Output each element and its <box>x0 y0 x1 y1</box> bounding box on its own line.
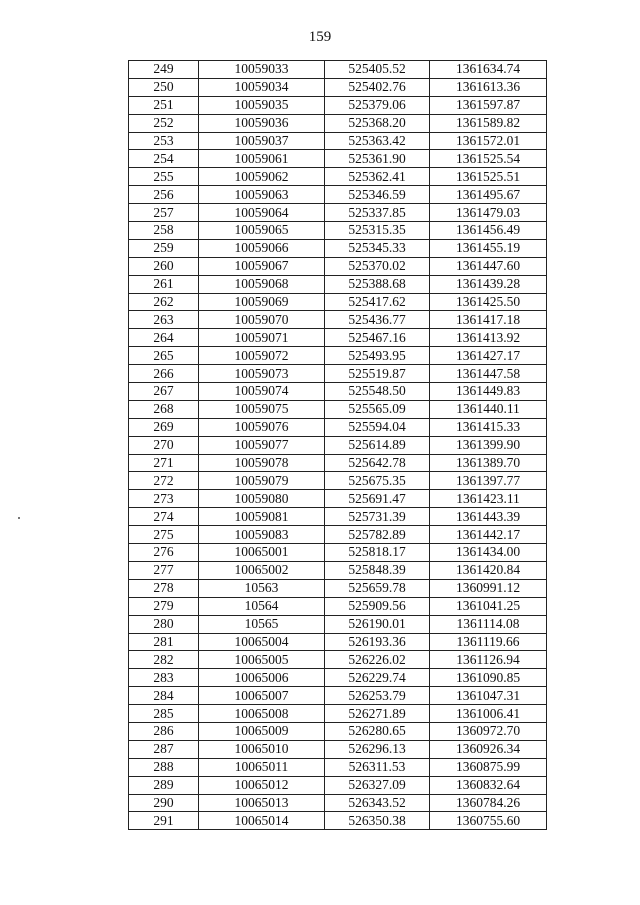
point-id-cell: 10059081 <box>199 508 325 526</box>
table-row <box>129 61 547 79</box>
table-row <box>129 544 547 562</box>
point-id-cell: 10059078 <box>199 454 325 472</box>
table-row <box>129 776 547 794</box>
x-coordinate-cell: 526193.36 <box>325 633 430 651</box>
table-row <box>129 186 547 204</box>
table-row <box>129 383 547 401</box>
y-coordinate-cell: 1361495.67 <box>430 186 547 204</box>
point-id-cell: 10065009 <box>199 722 325 740</box>
point-id-cell: 10059083 <box>199 526 325 544</box>
row-number-cell: 276 <box>129 544 199 562</box>
row-number-cell: 281 <box>129 633 199 651</box>
x-coordinate-cell: 525388.68 <box>325 275 430 293</box>
point-id-cell: 10565 <box>199 615 325 633</box>
y-coordinate-cell: 1361589.82 <box>430 114 547 132</box>
table-row <box>129 275 547 293</box>
x-coordinate-cell: 525379.06 <box>325 96 430 114</box>
row-number-cell: 249 <box>129 61 199 79</box>
margin-speck <box>18 517 20 519</box>
x-coordinate-cell: 526190.01 <box>325 615 430 633</box>
point-id-cell: 10059063 <box>199 186 325 204</box>
x-coordinate-cell: 525436.77 <box>325 311 430 329</box>
table-row <box>129 168 547 186</box>
y-coordinate-cell: 1361439.28 <box>430 275 547 293</box>
x-coordinate-cell: 525731.39 <box>325 508 430 526</box>
row-number-cell: 257 <box>129 204 199 222</box>
row-number-cell: 260 <box>129 257 199 275</box>
table-row <box>129 365 547 383</box>
table-row <box>129 132 547 150</box>
row-number-cell: 261 <box>129 275 199 293</box>
row-number-cell: 256 <box>129 186 199 204</box>
table-row <box>129 597 547 615</box>
point-id-cell: 10065001 <box>199 544 325 562</box>
row-number-cell: 287 <box>129 740 199 758</box>
x-coordinate-cell: 525361.90 <box>325 150 430 168</box>
table-row <box>129 651 547 669</box>
page-number: 159 <box>308 29 332 45</box>
y-coordinate-cell: 1361442.17 <box>430 526 547 544</box>
row-number-cell: 273 <box>129 490 199 508</box>
table-row <box>129 114 547 132</box>
row-number-cell: 264 <box>129 329 199 347</box>
row-number-cell: 277 <box>129 561 199 579</box>
row-number-cell: 289 <box>129 776 199 794</box>
row-number-cell: 265 <box>129 347 199 365</box>
point-id-cell: 10059070 <box>199 311 325 329</box>
point-id-cell: 10065014 <box>199 812 325 830</box>
x-coordinate-cell: 525363.42 <box>325 132 430 150</box>
y-coordinate-cell: 1361423.11 <box>430 490 547 508</box>
table-row <box>129 794 547 812</box>
row-number-cell: 262 <box>129 293 199 311</box>
y-coordinate-cell: 1361455.19 <box>430 239 547 257</box>
x-coordinate-cell: 525782.89 <box>325 526 430 544</box>
point-id-cell: 10564 <box>199 597 325 615</box>
x-coordinate-cell: 525659.78 <box>325 579 430 597</box>
y-coordinate-cell: 1361456.49 <box>430 222 547 240</box>
y-coordinate-cell: 1361417.18 <box>430 311 547 329</box>
table-row <box>129 436 547 454</box>
x-coordinate-cell: 525315.35 <box>325 222 430 240</box>
y-coordinate-cell: 1361572.01 <box>430 132 547 150</box>
x-coordinate-cell: 525346.59 <box>325 186 430 204</box>
y-coordinate-cell: 1360832.64 <box>430 776 547 794</box>
row-number-cell: 251 <box>129 96 199 114</box>
x-coordinate-cell: 525337.85 <box>325 204 430 222</box>
table-row <box>129 329 547 347</box>
row-number-cell: 280 <box>129 615 199 633</box>
x-coordinate-cell: 525565.09 <box>325 400 430 418</box>
y-coordinate-cell: 1361126.94 <box>430 651 547 669</box>
y-coordinate-cell: 1361090.85 <box>430 669 547 687</box>
x-coordinate-cell: 525818.17 <box>325 544 430 562</box>
row-number-cell: 290 <box>129 794 199 812</box>
x-coordinate-cell: 525675.35 <box>325 472 430 490</box>
point-id-cell: 10059067 <box>199 257 325 275</box>
row-number-cell: 254 <box>129 150 199 168</box>
row-number-cell: 283 <box>129 669 199 687</box>
table-row <box>129 615 547 633</box>
x-coordinate-cell: 525614.89 <box>325 436 430 454</box>
x-coordinate-cell: 525370.02 <box>325 257 430 275</box>
y-coordinate-cell: 1361525.51 <box>430 168 547 186</box>
row-number-cell: 274 <box>129 508 199 526</box>
y-coordinate-cell: 1361525.54 <box>430 150 547 168</box>
table-row <box>129 669 547 687</box>
x-coordinate-cell: 525519.87 <box>325 365 430 383</box>
point-id-cell: 10059033 <box>199 61 325 79</box>
row-number-cell: 285 <box>129 705 199 723</box>
point-id-cell: 10059077 <box>199 436 325 454</box>
table-row <box>129 705 547 723</box>
row-number-cell: 291 <box>129 812 199 830</box>
table-row <box>129 400 547 418</box>
point-id-cell: 10065002 <box>199 561 325 579</box>
point-id-cell: 10065012 <box>199 776 325 794</box>
point-id-cell: 10065011 <box>199 758 325 776</box>
y-coordinate-cell: 1361006.41 <box>430 705 547 723</box>
table-row <box>129 78 547 96</box>
x-coordinate-cell: 525368.20 <box>325 114 430 132</box>
x-coordinate-cell: 526350.38 <box>325 812 430 830</box>
table-row <box>129 687 547 705</box>
x-coordinate-cell: 526296.13 <box>325 740 430 758</box>
y-coordinate-cell: 1361447.60 <box>430 257 547 275</box>
table-row <box>129 508 547 526</box>
point-id-cell: 10059061 <box>199 150 325 168</box>
row-number-cell: 268 <box>129 400 199 418</box>
point-id-cell: 10065007 <box>199 687 325 705</box>
y-coordinate-cell: 1361415.33 <box>430 418 547 436</box>
row-number-cell: 278 <box>129 579 199 597</box>
y-coordinate-cell: 1361613.36 <box>430 78 547 96</box>
row-number-cell: 250 <box>129 78 199 96</box>
point-id-cell: 10059079 <box>199 472 325 490</box>
y-coordinate-cell: 1361634.74 <box>430 61 547 79</box>
x-coordinate-cell: 526327.09 <box>325 776 430 794</box>
y-coordinate-cell: 1361119.66 <box>430 633 547 651</box>
point-id-cell: 10059069 <box>199 293 325 311</box>
row-number-cell: 275 <box>129 526 199 544</box>
y-coordinate-cell: 1360926.34 <box>430 740 547 758</box>
coordinates-table <box>128 60 547 830</box>
x-coordinate-cell: 525405.52 <box>325 61 430 79</box>
y-coordinate-cell: 1361397.77 <box>430 472 547 490</box>
x-coordinate-cell: 525493.95 <box>325 347 430 365</box>
table-row <box>129 490 547 508</box>
x-coordinate-cell: 525345.33 <box>325 239 430 257</box>
y-coordinate-cell: 1361449.83 <box>430 383 547 401</box>
point-id-cell: 10059068 <box>199 275 325 293</box>
table-row <box>129 740 547 758</box>
x-coordinate-cell: 526343.52 <box>325 794 430 812</box>
point-id-cell: 10563 <box>199 579 325 597</box>
row-number-cell: 282 <box>129 651 199 669</box>
row-number-cell: 253 <box>129 132 199 150</box>
y-coordinate-cell: 1360784.26 <box>430 794 547 812</box>
x-coordinate-cell: 525848.39 <box>325 561 430 579</box>
x-coordinate-cell: 526226.02 <box>325 651 430 669</box>
x-coordinate-cell: 525362.41 <box>325 168 430 186</box>
y-coordinate-cell: 1361389.70 <box>430 454 547 472</box>
y-coordinate-cell: 1361413.92 <box>430 329 547 347</box>
y-coordinate-cell: 1361434.00 <box>430 544 547 562</box>
y-coordinate-cell: 1361479.03 <box>430 204 547 222</box>
x-coordinate-cell: 525594.04 <box>325 418 430 436</box>
y-coordinate-cell: 1361041.25 <box>430 597 547 615</box>
x-coordinate-cell: 526253.79 <box>325 687 430 705</box>
x-coordinate-cell: 525548.50 <box>325 383 430 401</box>
row-number-cell: 272 <box>129 472 199 490</box>
point-id-cell: 10059035 <box>199 96 325 114</box>
row-number-cell: 252 <box>129 114 199 132</box>
table-row <box>129 257 547 275</box>
row-number-cell: 263 <box>129 311 199 329</box>
table-row <box>129 311 547 329</box>
point-id-cell: 10059062 <box>199 168 325 186</box>
table-row <box>129 633 547 651</box>
point-id-cell: 10059064 <box>199 204 325 222</box>
table-row <box>129 96 547 114</box>
y-coordinate-cell: 1361425.50 <box>430 293 547 311</box>
row-number-cell: 288 <box>129 758 199 776</box>
table-row <box>129 347 547 365</box>
row-number-cell: 258 <box>129 222 199 240</box>
y-coordinate-cell: 1360755.60 <box>430 812 547 830</box>
point-id-cell: 10059074 <box>199 383 325 401</box>
point-id-cell: 10065006 <box>199 669 325 687</box>
row-number-cell: 266 <box>129 365 199 383</box>
x-coordinate-cell: 525909.56 <box>325 597 430 615</box>
table-row <box>129 561 547 579</box>
table-row <box>129 454 547 472</box>
table-row <box>129 222 547 240</box>
point-id-cell: 10065010 <box>199 740 325 758</box>
x-coordinate-cell: 526280.65 <box>325 722 430 740</box>
x-coordinate-cell: 526271.89 <box>325 705 430 723</box>
row-number-cell: 284 <box>129 687 199 705</box>
y-coordinate-cell: 1361440.11 <box>430 400 547 418</box>
y-coordinate-cell: 1361447.58 <box>430 365 547 383</box>
point-id-cell: 10059072 <box>199 347 325 365</box>
x-coordinate-cell: 526229.74 <box>325 669 430 687</box>
table-row <box>129 204 547 222</box>
point-id-cell: 10059066 <box>199 239 325 257</box>
table-row <box>129 812 547 830</box>
y-coordinate-cell: 1360991.12 <box>430 579 547 597</box>
point-id-cell: 10065004 <box>199 633 325 651</box>
row-number-cell: 270 <box>129 436 199 454</box>
point-id-cell: 10059036 <box>199 114 325 132</box>
row-number-cell: 267 <box>129 383 199 401</box>
point-id-cell: 10059071 <box>199 329 325 347</box>
point-id-cell: 10065013 <box>199 794 325 812</box>
table-body <box>129 61 547 830</box>
table-row <box>129 150 547 168</box>
point-id-cell: 10059034 <box>199 78 325 96</box>
y-coordinate-cell: 1361420.84 <box>430 561 547 579</box>
table-row <box>129 722 547 740</box>
row-number-cell: 255 <box>129 168 199 186</box>
y-coordinate-cell: 1361399.90 <box>430 436 547 454</box>
x-coordinate-cell: 525417.62 <box>325 293 430 311</box>
x-coordinate-cell: 525642.78 <box>325 454 430 472</box>
y-coordinate-cell: 1361047.31 <box>430 687 547 705</box>
point-id-cell: 10059073 <box>199 365 325 383</box>
point-id-cell: 10059076 <box>199 418 325 436</box>
table-row <box>129 472 547 490</box>
row-number-cell: 271 <box>129 454 199 472</box>
y-coordinate-cell: 1361114.08 <box>430 615 547 633</box>
y-coordinate-cell: 1360972.70 <box>430 722 547 740</box>
row-number-cell: 259 <box>129 239 199 257</box>
y-coordinate-cell: 1361597.87 <box>430 96 547 114</box>
x-coordinate-cell: 526311.53 <box>325 758 430 776</box>
table-row <box>129 526 547 544</box>
table-row <box>129 579 547 597</box>
x-coordinate-cell: 525691.47 <box>325 490 430 508</box>
table-row <box>129 239 547 257</box>
point-id-cell: 10065005 <box>199 651 325 669</box>
point-id-cell: 10059075 <box>199 400 325 418</box>
row-number-cell: 279 <box>129 597 199 615</box>
point-id-cell: 10059065 <box>199 222 325 240</box>
row-number-cell: 269 <box>129 418 199 436</box>
point-id-cell: 10059037 <box>199 132 325 150</box>
table-row <box>129 418 547 436</box>
x-coordinate-cell: 525402.76 <box>325 78 430 96</box>
table-row <box>129 293 547 311</box>
x-coordinate-cell: 525467.16 <box>325 329 430 347</box>
table-row <box>129 758 547 776</box>
y-coordinate-cell: 1360875.99 <box>430 758 547 776</box>
y-coordinate-cell: 1361427.17 <box>430 347 547 365</box>
point-id-cell: 10059080 <box>199 490 325 508</box>
y-coordinate-cell: 1361443.39 <box>430 508 547 526</box>
row-number-cell: 286 <box>129 722 199 740</box>
point-id-cell: 10065008 <box>199 705 325 723</box>
